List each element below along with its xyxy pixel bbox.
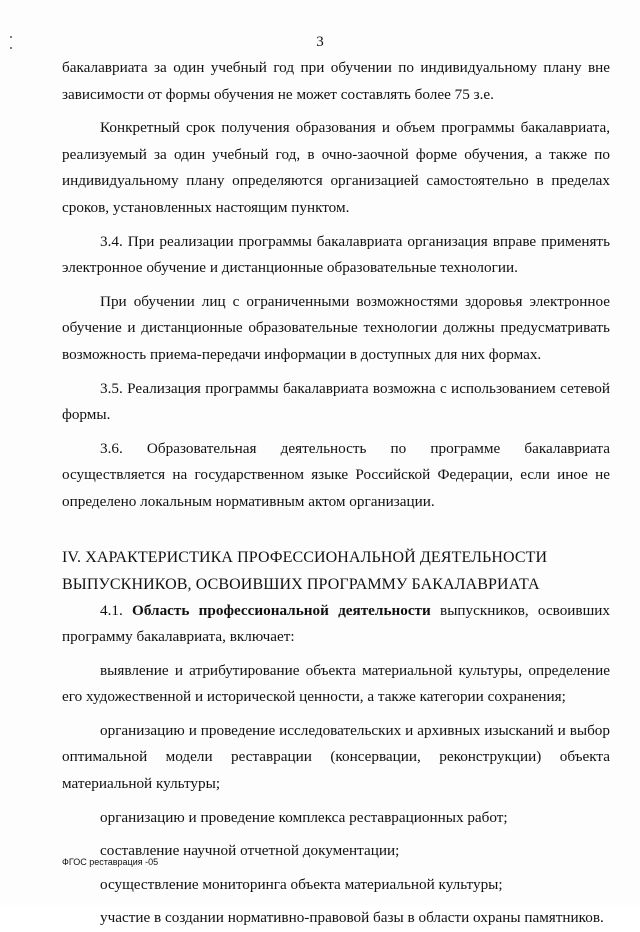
paragraph-3-4: 3.4. При реализации программы бакалавриата организация вправе применять электронное обучение и дистанционные образовательные технологии. [62, 232, 610, 277]
list-item: организацию и проведение комплекса реставрационных работ; [100, 808, 508, 826]
paragraph-4-1 [62, 598, 610, 651]
paragraph-term-volume: Конкретный срок получения образования и объем программы бакалавриата, реализуемый за один учебный год, в очно-заочной форме обучения, а также по индивидуальному плану определяются организацией самостоятельно в пределах сроков, установленных настоящим пунктом. [62, 119, 610, 216]
document-footer: ФГОС реставрация -05 [62, 857, 159, 867]
paragraph-3-6: 3.6. Образовательная деятельность по программе бакалавриата осуществляется на государственном языке Российской Федерации, если иное не определено локальным нормативным актом организации. [62, 439, 610, 510]
clause-text: выпускников, освоивших программу бакалавриата, включает: [62, 601, 611, 646]
list-item: осуществление мониторинга объекта материальной культуры; [100, 875, 503, 893]
section-title-line1: IV. ХАРАКТЕРИСТИКА ПРОФЕССИОНАЛЬНОЙ ДЕЯТЕЛЬНОСТИ [62, 548, 548, 566]
paragraph-continuation: бакалавриата за один учебный год при обучении по индивидуальному плану вне зависимости от формы обучения не может составлять более 75 з.е. [62, 59, 610, 103]
page-number: 3 [316, 34, 324, 50]
list-item: составление научной отчетной документации; [100, 842, 400, 860]
paragraph-disabilities: При обучении лиц с ограниченными возможностями здоровья электронное обучение и дистанционные образовательные технологии должны предусматривать возможность приема-передачи информации в доступных для них формах. [62, 292, 610, 363]
list-item: участие в создании нормативно-правовой базы в области охраны памятников. [100, 909, 604, 927]
list-item: выявление и атрибутирование объекта материальной культуры, определение его художественной и исторической ценности, а также категории сохранения; [62, 661, 610, 706]
clause-number: 4.1. [100, 601, 123, 619]
section-title-line2: ВЫПУСКНИКОВ, ОСВОИВШИХ ПРОГРАММУ БАКАЛАВРИАТА [62, 575, 540, 593]
list-item: организацию и проведение исследовательских и архивных изысканий и выбор оптимальной модели реставрации (консервации, реконструкции) объекта материальной культуры; [62, 721, 610, 793]
bold-term: Область профессиональной деятельности [132, 601, 431, 619]
paragraph-3-5: 3.5. Реализация программы бакалавриата возможна с использованием сетевой формы. [62, 379, 610, 424]
document-body [62, 55, 610, 932]
